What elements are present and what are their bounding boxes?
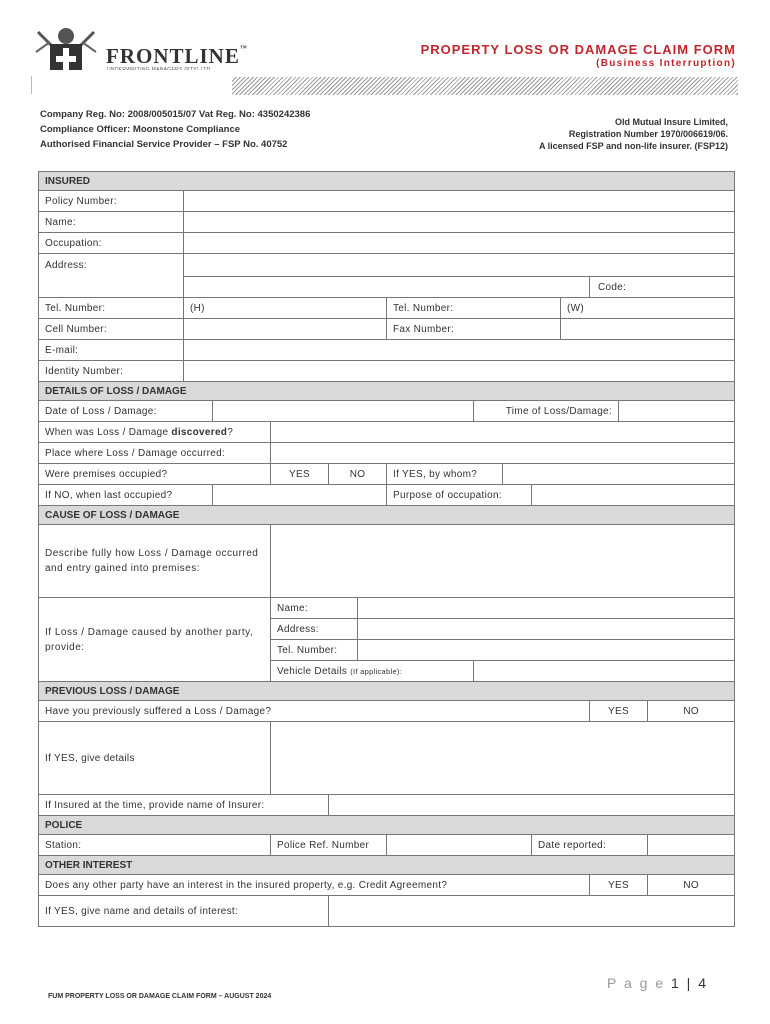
page-label: P a g e <box>606 975 666 991</box>
date-reported-label: Date reported: <box>532 835 648 856</box>
by-whom-label: If YES, by whom? <box>387 464 503 485</box>
claim-form-table <box>38 171 735 927</box>
by-whom-field[interactable] <box>503 464 735 485</box>
vehicle-field[interactable] <box>474 661 735 682</box>
form-title: PROPERTY LOSS OR DAMAGE CLAIM FORM <box>420 42 736 57</box>
section-other-interest: OTHER INTEREST <box>39 856 735 875</box>
email-label: E-mail: <box>39 340 184 361</box>
id-number-field[interactable] <box>184 361 735 382</box>
other-party-label: If Loss / Damage caused by another party, provide: <box>39 598 271 682</box>
previous-details-label: If YES, give details <box>39 722 271 795</box>
vehicle-label <box>271 661 474 682</box>
previous-yes[interactable]: YES <box>590 701 648 722</box>
occupied-yes[interactable]: YES <box>271 464 329 485</box>
cell-label: Cell Number: <box>39 319 184 340</box>
purpose-field[interactable] <box>532 485 735 506</box>
policy-number-label: Policy Number: <box>39 191 184 212</box>
address-label: Address: <box>39 254 184 298</box>
code-label[interactable]: Code: <box>590 277 735 298</box>
name-label: Name: <box>39 212 184 233</box>
page-number <box>607 975 708 991</box>
section-insured: INSURED <box>39 172 735 191</box>
describe-label: Describe fully how Loss / Damage occurred and entry gained into premises: <box>39 525 271 598</box>
tel-home-field[interactable]: (H) <box>184 298 387 319</box>
occupied-no[interactable]: NO <box>329 464 387 485</box>
section-cause: CAUSE OF LOSS / DAMAGE <box>39 506 735 525</box>
party-tel-label: Tel. Number: <box>271 640 358 661</box>
address-field-2[interactable] <box>184 277 590 298</box>
previous-insurer-field[interactable] <box>329 795 735 816</box>
party-name-label: Name: <box>271 598 358 619</box>
party-tel-field[interactable] <box>358 640 735 661</box>
logo-wordmark: FRONTLINE™ <box>106 44 248 68</box>
other-interest-yes[interactable]: YES <box>590 875 648 896</box>
name-field[interactable] <box>184 212 735 233</box>
fax-field[interactable] <box>561 319 735 340</box>
fsp-number: Authorised Financial Service Provider – FSP No. 40752 <box>40 139 288 150</box>
occupation-field[interactable] <box>184 233 735 254</box>
page-current: 1 <box>670 975 681 991</box>
vehicle-small: (If applicable): <box>350 666 403 676</box>
discovered-pre: When was Loss / Damage <box>45 426 172 438</box>
purpose-label: Purpose of occupation: <box>387 485 532 506</box>
police-ref-field[interactable] <box>387 835 532 856</box>
hatch-mask <box>32 70 232 96</box>
form-subtitle: (Business Interruption) <box>596 58 736 69</box>
insurer-reg: Registration Number 1970/006619/06. <box>568 129 728 139</box>
fax-label: Fax Number: <box>387 319 561 340</box>
station-label: Station: <box>39 835 271 856</box>
section-details: DETAILS OF LOSS / DAMAGE <box>39 382 735 401</box>
company-reg: Company Reg. No: 2008/005015/07 Vat Reg. No: 4350242386 <box>40 109 311 120</box>
last-occupied-label: If NO, when last occupied? <box>39 485 213 506</box>
party-address-label: Address: <box>271 619 358 640</box>
describe-field[interactable] <box>271 525 735 598</box>
date-reported-field[interactable] <box>648 835 735 856</box>
discovered-post: ? <box>227 426 234 438</box>
occupation-label: Occupation: <box>39 233 184 254</box>
address-field[interactable] <box>184 254 735 277</box>
id-number-label: Identity Number: <box>39 361 184 382</box>
policy-number-field[interactable] <box>184 191 735 212</box>
previous-no[interactable]: NO <box>648 701 735 722</box>
last-occupied-field[interactable] <box>213 485 387 506</box>
compliance-officer: Compliance Officer: Moonstone Compliance <box>40 124 241 135</box>
footer-text: FUM PROPERTY LOSS OR DAMAGE CLAIM FORM – AUGUST 2024 <box>48 993 272 1000</box>
party-address-field[interactable] <box>358 619 735 640</box>
tel-label-2: Tel. Number: <box>387 298 561 319</box>
insurer-name: Old Mutual Insure Limited, <box>614 117 728 127</box>
email-field[interactable] <box>184 340 735 361</box>
vehicle-text: Vehicle Details <box>277 665 348 677</box>
tel-work-field[interactable]: (W) <box>561 298 735 319</box>
police-ref-label: Police Ref. Number <box>271 835 387 856</box>
page-total: 4 <box>698 975 708 991</box>
party-name-field[interactable] <box>358 598 735 619</box>
other-interest-details-label: If YES, give name and details of interest: <box>39 896 329 927</box>
other-interest-no[interactable]: NO <box>648 875 735 896</box>
date-of-loss-label: Date of Loss / Damage: <box>39 401 213 422</box>
discovered-field[interactable] <box>271 422 735 443</box>
page-sep: | <box>686 975 693 991</box>
date-of-loss-field[interactable] <box>213 401 474 422</box>
tel-label: Tel. Number: <box>39 298 184 319</box>
previous-question: Have you previously suffered a Loss / Damage? <box>39 701 590 722</box>
previous-insurer-label: If Insured at the time, provide name of Insurer: <box>39 795 329 816</box>
time-of-loss-label: Time of Loss/Damage: <box>474 401 619 422</box>
other-interest-details-field[interactable] <box>329 896 735 927</box>
section-police: POLICE <box>39 816 735 835</box>
previous-details-field[interactable] <box>271 722 735 795</box>
other-interest-question: Does any other party have an interest in the insured property, e.g. Credit Agreement? <box>39 875 590 896</box>
discovered-label <box>39 422 271 443</box>
time-of-loss-field[interactable] <box>619 401 735 422</box>
place-field[interactable] <box>271 443 735 464</box>
occupied-label: Were premises occupied? <box>39 464 271 485</box>
company-details <box>40 107 310 152</box>
discovered-bold: discovered <box>171 426 228 438</box>
insurer-details <box>539 116 728 152</box>
section-previous: PREVIOUS LOSS / DAMAGE <box>39 682 735 701</box>
insurer-license: A licensed FSP and non-life insurer. (FSP12) <box>538 141 728 151</box>
place-label: Place where Loss / Damage occurred: <box>39 443 271 464</box>
cell-field[interactable] <box>184 319 387 340</box>
